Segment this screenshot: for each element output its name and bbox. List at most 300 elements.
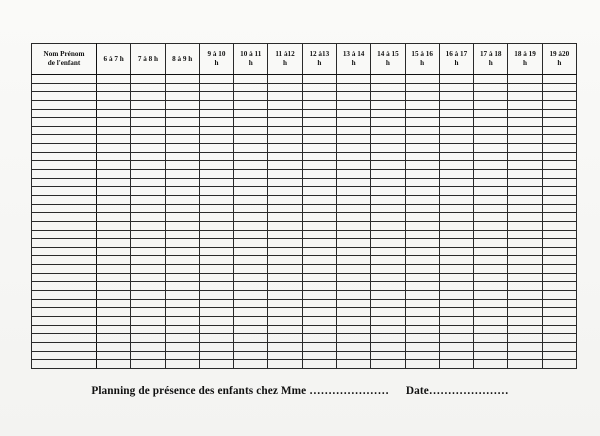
time-cell[interactable] [336, 187, 370, 196]
time-cell[interactable] [165, 161, 199, 170]
time-cell[interactable] [336, 170, 370, 179]
time-cell[interactable] [131, 109, 165, 118]
time-cell[interactable] [371, 308, 405, 317]
time-cell[interactable] [199, 126, 233, 135]
time-cell[interactable] [131, 265, 165, 274]
time-cell[interactable] [405, 316, 439, 325]
time-cell[interactable] [268, 239, 302, 248]
time-cell[interactable] [405, 152, 439, 161]
time-cell[interactable] [405, 170, 439, 179]
time-cell[interactable] [336, 291, 370, 300]
time-cell[interactable] [371, 360, 405, 369]
time-cell[interactable] [131, 247, 165, 256]
time-cell[interactable] [131, 152, 165, 161]
time-cell[interactable] [268, 135, 302, 144]
time-cell[interactable] [234, 291, 268, 300]
time-cell[interactable] [405, 247, 439, 256]
time-cell[interactable] [199, 299, 233, 308]
time-cell[interactable] [302, 334, 336, 343]
time-cell[interactable] [439, 178, 473, 187]
time-cell[interactable] [131, 282, 165, 291]
time-cell[interactable] [131, 342, 165, 351]
time-cell[interactable] [371, 92, 405, 101]
name-cell[interactable] [32, 118, 97, 127]
time-cell[interactable] [474, 109, 508, 118]
time-cell[interactable] [371, 100, 405, 109]
time-cell[interactable] [268, 92, 302, 101]
name-cell[interactable] [32, 204, 97, 213]
time-cell[interactable] [371, 351, 405, 360]
time-cell[interactable] [542, 230, 576, 239]
time-cell[interactable] [474, 308, 508, 317]
time-cell[interactable] [474, 334, 508, 343]
time-cell[interactable] [199, 213, 233, 222]
time-cell[interactable] [405, 83, 439, 92]
time-cell[interactable] [405, 109, 439, 118]
time-cell[interactable] [508, 291, 542, 300]
time-cell[interactable] [542, 100, 576, 109]
time-cell[interactable] [268, 282, 302, 291]
name-cell[interactable] [32, 265, 97, 274]
time-cell[interactable] [97, 213, 131, 222]
time-cell[interactable] [508, 100, 542, 109]
time-cell[interactable] [131, 325, 165, 334]
time-cell[interactable] [97, 92, 131, 101]
time-cell[interactable] [268, 213, 302, 222]
time-cell[interactable] [336, 325, 370, 334]
time-cell[interactable] [439, 265, 473, 274]
time-cell[interactable] [97, 282, 131, 291]
time-cell[interactable] [97, 239, 131, 248]
time-cell[interactable] [439, 161, 473, 170]
time-cell[interactable] [165, 92, 199, 101]
time-cell[interactable] [405, 178, 439, 187]
time-cell[interactable] [234, 118, 268, 127]
time-cell[interactable] [336, 282, 370, 291]
time-cell[interactable] [405, 291, 439, 300]
time-cell[interactable] [439, 118, 473, 127]
time-cell[interactable] [234, 152, 268, 161]
time-cell[interactable] [439, 256, 473, 265]
time-cell[interactable] [474, 204, 508, 213]
time-cell[interactable] [268, 342, 302, 351]
time-cell[interactable] [234, 92, 268, 101]
name-cell[interactable] [32, 161, 97, 170]
time-cell[interactable] [302, 213, 336, 222]
time-cell[interactable] [234, 100, 268, 109]
time-cell[interactable] [131, 75, 165, 84]
time-cell[interactable] [165, 100, 199, 109]
time-cell[interactable] [268, 161, 302, 170]
time-cell[interactable] [542, 135, 576, 144]
time-cell[interactable] [199, 256, 233, 265]
time-cell[interactable] [336, 230, 370, 239]
time-cell[interactable] [405, 299, 439, 308]
time-cell[interactable] [302, 299, 336, 308]
time-cell[interactable] [165, 299, 199, 308]
time-cell[interactable] [371, 152, 405, 161]
time-cell[interactable] [131, 239, 165, 248]
time-cell[interactable] [336, 342, 370, 351]
time-cell[interactable] [371, 83, 405, 92]
time-cell[interactable] [542, 204, 576, 213]
time-cell[interactable] [302, 161, 336, 170]
time-cell[interactable] [302, 204, 336, 213]
time-cell[interactable] [405, 282, 439, 291]
time-cell[interactable] [234, 247, 268, 256]
time-cell[interactable] [165, 204, 199, 213]
time-cell[interactable] [97, 360, 131, 369]
time-cell[interactable] [234, 178, 268, 187]
time-cell[interactable] [542, 75, 576, 84]
time-cell[interactable] [542, 161, 576, 170]
time-cell[interactable] [199, 291, 233, 300]
name-cell[interactable] [32, 351, 97, 360]
time-cell[interactable] [268, 187, 302, 196]
time-cell[interactable] [165, 126, 199, 135]
time-cell[interactable] [302, 178, 336, 187]
time-cell[interactable] [371, 187, 405, 196]
time-cell[interactable] [97, 230, 131, 239]
time-cell[interactable] [131, 351, 165, 360]
time-cell[interactable] [302, 83, 336, 92]
time-cell[interactable] [542, 256, 576, 265]
time-cell[interactable] [165, 144, 199, 153]
time-cell[interactable] [508, 83, 542, 92]
time-cell[interactable] [542, 92, 576, 101]
time-cell[interactable] [405, 92, 439, 101]
time-cell[interactable] [302, 282, 336, 291]
time-cell[interactable] [165, 291, 199, 300]
time-cell[interactable] [508, 308, 542, 317]
time-cell[interactable] [508, 187, 542, 196]
time-cell[interactable] [199, 230, 233, 239]
time-cell[interactable] [268, 351, 302, 360]
time-cell[interactable] [97, 204, 131, 213]
time-cell[interactable] [371, 230, 405, 239]
name-cell[interactable] [32, 187, 97, 196]
time-cell[interactable] [302, 126, 336, 135]
name-cell[interactable] [32, 178, 97, 187]
time-cell[interactable] [268, 299, 302, 308]
time-cell[interactable] [131, 221, 165, 230]
name-cell[interactable] [32, 308, 97, 317]
time-cell[interactable] [405, 221, 439, 230]
time-cell[interactable] [371, 325, 405, 334]
time-cell[interactable] [336, 360, 370, 369]
time-cell[interactable] [199, 342, 233, 351]
time-cell[interactable] [474, 83, 508, 92]
name-cell[interactable] [32, 92, 97, 101]
time-cell[interactable] [268, 204, 302, 213]
time-cell[interactable] [268, 325, 302, 334]
time-cell[interactable] [508, 325, 542, 334]
time-cell[interactable] [268, 316, 302, 325]
time-cell[interactable] [165, 256, 199, 265]
time-cell[interactable] [131, 161, 165, 170]
time-cell[interactable] [336, 308, 370, 317]
time-cell[interactable] [131, 230, 165, 239]
time-cell[interactable] [302, 230, 336, 239]
time-cell[interactable] [199, 83, 233, 92]
time-cell[interactable] [165, 308, 199, 317]
time-cell[interactable] [234, 273, 268, 282]
time-cell[interactable] [371, 239, 405, 248]
time-cell[interactable] [336, 316, 370, 325]
time-cell[interactable] [97, 351, 131, 360]
time-cell[interactable] [234, 221, 268, 230]
time-cell[interactable] [508, 118, 542, 127]
time-cell[interactable] [302, 144, 336, 153]
name-cell[interactable] [32, 316, 97, 325]
name-cell[interactable] [32, 342, 97, 351]
time-cell[interactable] [165, 83, 199, 92]
time-cell[interactable] [336, 195, 370, 204]
time-cell[interactable] [371, 282, 405, 291]
time-cell[interactable] [371, 256, 405, 265]
time-cell[interactable] [474, 325, 508, 334]
time-cell[interactable] [302, 109, 336, 118]
time-cell[interactable] [234, 83, 268, 92]
name-cell[interactable] [32, 247, 97, 256]
name-cell[interactable] [32, 239, 97, 248]
time-cell[interactable] [508, 299, 542, 308]
time-cell[interactable] [474, 221, 508, 230]
time-cell[interactable] [131, 135, 165, 144]
name-cell[interactable] [32, 126, 97, 135]
time-cell[interactable] [405, 75, 439, 84]
time-cell[interactable] [268, 334, 302, 343]
time-cell[interactable] [302, 291, 336, 300]
time-cell[interactable] [336, 299, 370, 308]
time-cell[interactable] [371, 204, 405, 213]
time-cell[interactable] [302, 92, 336, 101]
time-cell[interactable] [268, 247, 302, 256]
time-cell[interactable] [199, 152, 233, 161]
time-cell[interactable] [371, 299, 405, 308]
time-cell[interactable] [405, 204, 439, 213]
time-cell[interactable] [474, 178, 508, 187]
time-cell[interactable] [336, 144, 370, 153]
time-cell[interactable] [97, 273, 131, 282]
time-cell[interactable] [336, 135, 370, 144]
time-cell[interactable] [302, 152, 336, 161]
time-cell[interactable] [405, 118, 439, 127]
time-cell[interactable] [439, 126, 473, 135]
time-cell[interactable] [542, 170, 576, 179]
time-cell[interactable] [474, 213, 508, 222]
time-cell[interactable] [405, 265, 439, 274]
time-cell[interactable] [97, 299, 131, 308]
time-cell[interactable] [131, 144, 165, 153]
time-cell[interactable] [268, 152, 302, 161]
time-cell[interactable] [199, 265, 233, 274]
time-cell[interactable] [165, 75, 199, 84]
name-cell[interactable] [32, 152, 97, 161]
time-cell[interactable] [474, 92, 508, 101]
time-cell[interactable] [508, 221, 542, 230]
time-cell[interactable] [199, 325, 233, 334]
time-cell[interactable] [97, 109, 131, 118]
time-cell[interactable] [302, 221, 336, 230]
time-cell[interactable] [234, 282, 268, 291]
time-cell[interactable] [97, 144, 131, 153]
time-cell[interactable] [542, 83, 576, 92]
time-cell[interactable] [474, 152, 508, 161]
time-cell[interactable] [165, 360, 199, 369]
time-cell[interactable] [508, 247, 542, 256]
time-cell[interactable] [336, 351, 370, 360]
time-cell[interactable] [405, 334, 439, 343]
time-cell[interactable] [199, 118, 233, 127]
time-cell[interactable] [165, 334, 199, 343]
time-cell[interactable] [371, 195, 405, 204]
name-cell[interactable] [32, 195, 97, 204]
time-cell[interactable] [234, 144, 268, 153]
time-cell[interactable] [508, 316, 542, 325]
time-cell[interactable] [439, 92, 473, 101]
time-cell[interactable] [336, 221, 370, 230]
time-cell[interactable] [268, 109, 302, 118]
time-cell[interactable] [165, 247, 199, 256]
time-cell[interactable] [336, 213, 370, 222]
time-cell[interactable] [508, 152, 542, 161]
time-cell[interactable] [268, 273, 302, 282]
time-cell[interactable] [439, 170, 473, 179]
time-cell[interactable] [165, 316, 199, 325]
time-cell[interactable] [439, 273, 473, 282]
time-cell[interactable] [199, 351, 233, 360]
time-cell[interactable] [439, 83, 473, 92]
time-cell[interactable] [268, 221, 302, 230]
time-cell[interactable] [199, 92, 233, 101]
time-cell[interactable] [131, 100, 165, 109]
time-cell[interactable] [542, 247, 576, 256]
time-cell[interactable] [474, 195, 508, 204]
time-cell[interactable] [474, 170, 508, 179]
time-cell[interactable] [234, 256, 268, 265]
time-cell[interactable] [439, 282, 473, 291]
time-cell[interactable] [405, 239, 439, 248]
time-cell[interactable] [336, 204, 370, 213]
time-cell[interactable] [336, 118, 370, 127]
time-cell[interactable] [131, 360, 165, 369]
time-cell[interactable] [165, 239, 199, 248]
time-cell[interactable] [199, 204, 233, 213]
time-cell[interactable] [474, 161, 508, 170]
time-cell[interactable] [439, 221, 473, 230]
time-cell[interactable] [199, 178, 233, 187]
time-cell[interactable] [439, 308, 473, 317]
time-cell[interactable] [508, 230, 542, 239]
time-cell[interactable] [199, 161, 233, 170]
time-cell[interactable] [474, 273, 508, 282]
time-cell[interactable] [302, 170, 336, 179]
time-cell[interactable] [97, 265, 131, 274]
time-cell[interactable] [131, 178, 165, 187]
time-cell[interactable] [439, 316, 473, 325]
time-cell[interactable] [474, 118, 508, 127]
name-cell[interactable] [32, 334, 97, 343]
time-cell[interactable] [336, 334, 370, 343]
time-cell[interactable] [542, 325, 576, 334]
time-cell[interactable] [97, 126, 131, 135]
time-cell[interactable] [542, 334, 576, 343]
time-cell[interactable] [199, 75, 233, 84]
time-cell[interactable] [131, 334, 165, 343]
time-cell[interactable] [439, 152, 473, 161]
time-cell[interactable] [199, 187, 233, 196]
time-cell[interactable] [336, 75, 370, 84]
time-cell[interactable] [474, 291, 508, 300]
time-cell[interactable] [405, 308, 439, 317]
time-cell[interactable] [371, 161, 405, 170]
time-cell[interactable] [268, 100, 302, 109]
time-cell[interactable] [234, 299, 268, 308]
time-cell[interactable] [371, 265, 405, 274]
time-cell[interactable] [234, 195, 268, 204]
time-cell[interactable] [165, 213, 199, 222]
time-cell[interactable] [508, 334, 542, 343]
time-cell[interactable] [199, 334, 233, 343]
time-cell[interactable] [165, 187, 199, 196]
time-cell[interactable] [336, 161, 370, 170]
name-cell[interactable] [32, 144, 97, 153]
time-cell[interactable] [542, 195, 576, 204]
time-cell[interactable] [97, 308, 131, 317]
time-cell[interactable] [131, 308, 165, 317]
time-cell[interactable] [268, 291, 302, 300]
time-cell[interactable] [439, 342, 473, 351]
time-cell[interactable] [508, 256, 542, 265]
time-cell[interactable] [199, 239, 233, 248]
time-cell[interactable] [439, 325, 473, 334]
time-cell[interactable] [542, 265, 576, 274]
time-cell[interactable] [439, 109, 473, 118]
name-cell[interactable] [32, 170, 97, 179]
time-cell[interactable] [371, 178, 405, 187]
time-cell[interactable] [199, 273, 233, 282]
name-cell[interactable] [32, 299, 97, 308]
time-cell[interactable] [97, 152, 131, 161]
time-cell[interactable] [336, 109, 370, 118]
time-cell[interactable] [199, 100, 233, 109]
time-cell[interactable] [97, 83, 131, 92]
time-cell[interactable] [302, 118, 336, 127]
name-cell[interactable] [32, 221, 97, 230]
time-cell[interactable] [508, 178, 542, 187]
name-cell[interactable] [32, 109, 97, 118]
time-cell[interactable] [542, 282, 576, 291]
time-cell[interactable] [131, 83, 165, 92]
time-cell[interactable] [508, 273, 542, 282]
time-cell[interactable] [199, 170, 233, 179]
name-cell[interactable] [32, 135, 97, 144]
time-cell[interactable] [97, 342, 131, 351]
time-cell[interactable] [474, 351, 508, 360]
time-cell[interactable] [405, 256, 439, 265]
time-cell[interactable] [234, 75, 268, 84]
time-cell[interactable] [405, 213, 439, 222]
time-cell[interactable] [405, 100, 439, 109]
time-cell[interactable] [234, 351, 268, 360]
time-cell[interactable] [199, 308, 233, 317]
time-cell[interactable] [302, 75, 336, 84]
time-cell[interactable] [371, 213, 405, 222]
time-cell[interactable] [508, 135, 542, 144]
time-cell[interactable] [439, 360, 473, 369]
time-cell[interactable] [97, 334, 131, 343]
